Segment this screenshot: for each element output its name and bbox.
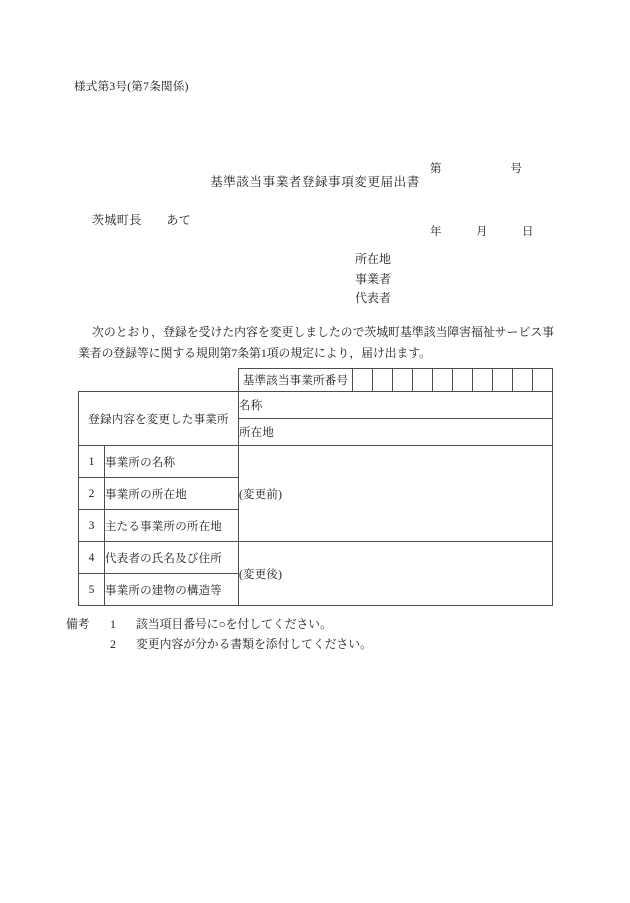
office-number-cell[interactable] [373,369,393,392]
table-row-item-4 [79,542,553,574]
document-date-line: 年 月 日 [430,226,534,238]
office-number-label: 基準該当事業所番号 [239,369,353,392]
remark-marker: 2 [110,637,116,651]
office-group-label: 登録内容を変更した事業所 [79,392,239,446]
office-number-cell[interactable] [453,369,473,392]
item-index[interactable]: 2 [79,478,105,510]
applicant-representative-label: 代表者 [355,291,392,305]
item-label[interactable]: 主たる事業所の所在地 [105,510,239,542]
item-label[interactable]: 事業所の所在地 [105,478,239,510]
office-address-field[interactable]: 所在地 [239,419,553,446]
office-number-cell[interactable] [353,369,373,392]
item-index[interactable]: 5 [79,574,105,606]
office-name-field[interactable]: 名称 [239,392,553,419]
applicant-business-label: 事業者 [355,271,392,286]
table-row-office-number [79,369,553,392]
remark-row [66,614,372,634]
change-details-table [78,368,552,606]
applicant-block [355,250,391,309]
remark-text: 該当項目番号に○を付してください。 [136,617,332,631]
change-after-cell[interactable]: (変更後) [239,542,553,606]
document-number-line: 第 号 [430,163,522,175]
office-number-cell[interactable] [533,369,553,392]
item-label[interactable]: 代表者の氏名及び住所 [105,542,239,574]
item-label[interactable]: 事業所の建物の構造等 [105,574,239,606]
item-label[interactable]: 事業所の名称 [105,446,239,478]
addressee: 茨城町長 あて [92,213,192,227]
remark-text: 変更内容が分かる書類を添付してください。 [136,637,372,651]
office-number-cell[interactable] [493,369,513,392]
form-number: 様式第3号(第7条関係) [74,81,189,93]
page-title: 基準該当事業者登録事項変更届出書 [210,175,420,189]
remark-row [66,634,372,654]
item-index[interactable]: 1 [79,446,105,478]
remarks-block [66,614,372,654]
empty-corner-cell [79,369,239,392]
body-paragraph: 次のとおり，登録を受けた内容を変更しましたので茨城町基準該当障害福祉サービス事業者の登録等に関する規則第7条第1項の規定により，届け出ます。 [78,325,554,360]
document-meta-block [430,117,534,285]
item-index[interactable]: 3 [79,510,105,542]
office-number-cell[interactable] [393,369,413,392]
remarks-label: 備考 [66,617,90,631]
table-row-item-1 [79,446,553,478]
table-row-office-name [79,392,553,419]
remarks-label-spacer [66,634,110,654]
change-before-cell[interactable]: (変更前) [239,446,553,542]
applicant-address-label: 所在地 [355,252,392,266]
office-number-cell[interactable] [513,369,533,392]
item-index[interactable]: 4 [79,542,105,574]
office-number-cell[interactable] [433,369,453,392]
office-number-cell[interactable] [473,369,493,392]
remark-marker: 1 [110,617,116,631]
office-number-cell[interactable] [413,369,433,392]
